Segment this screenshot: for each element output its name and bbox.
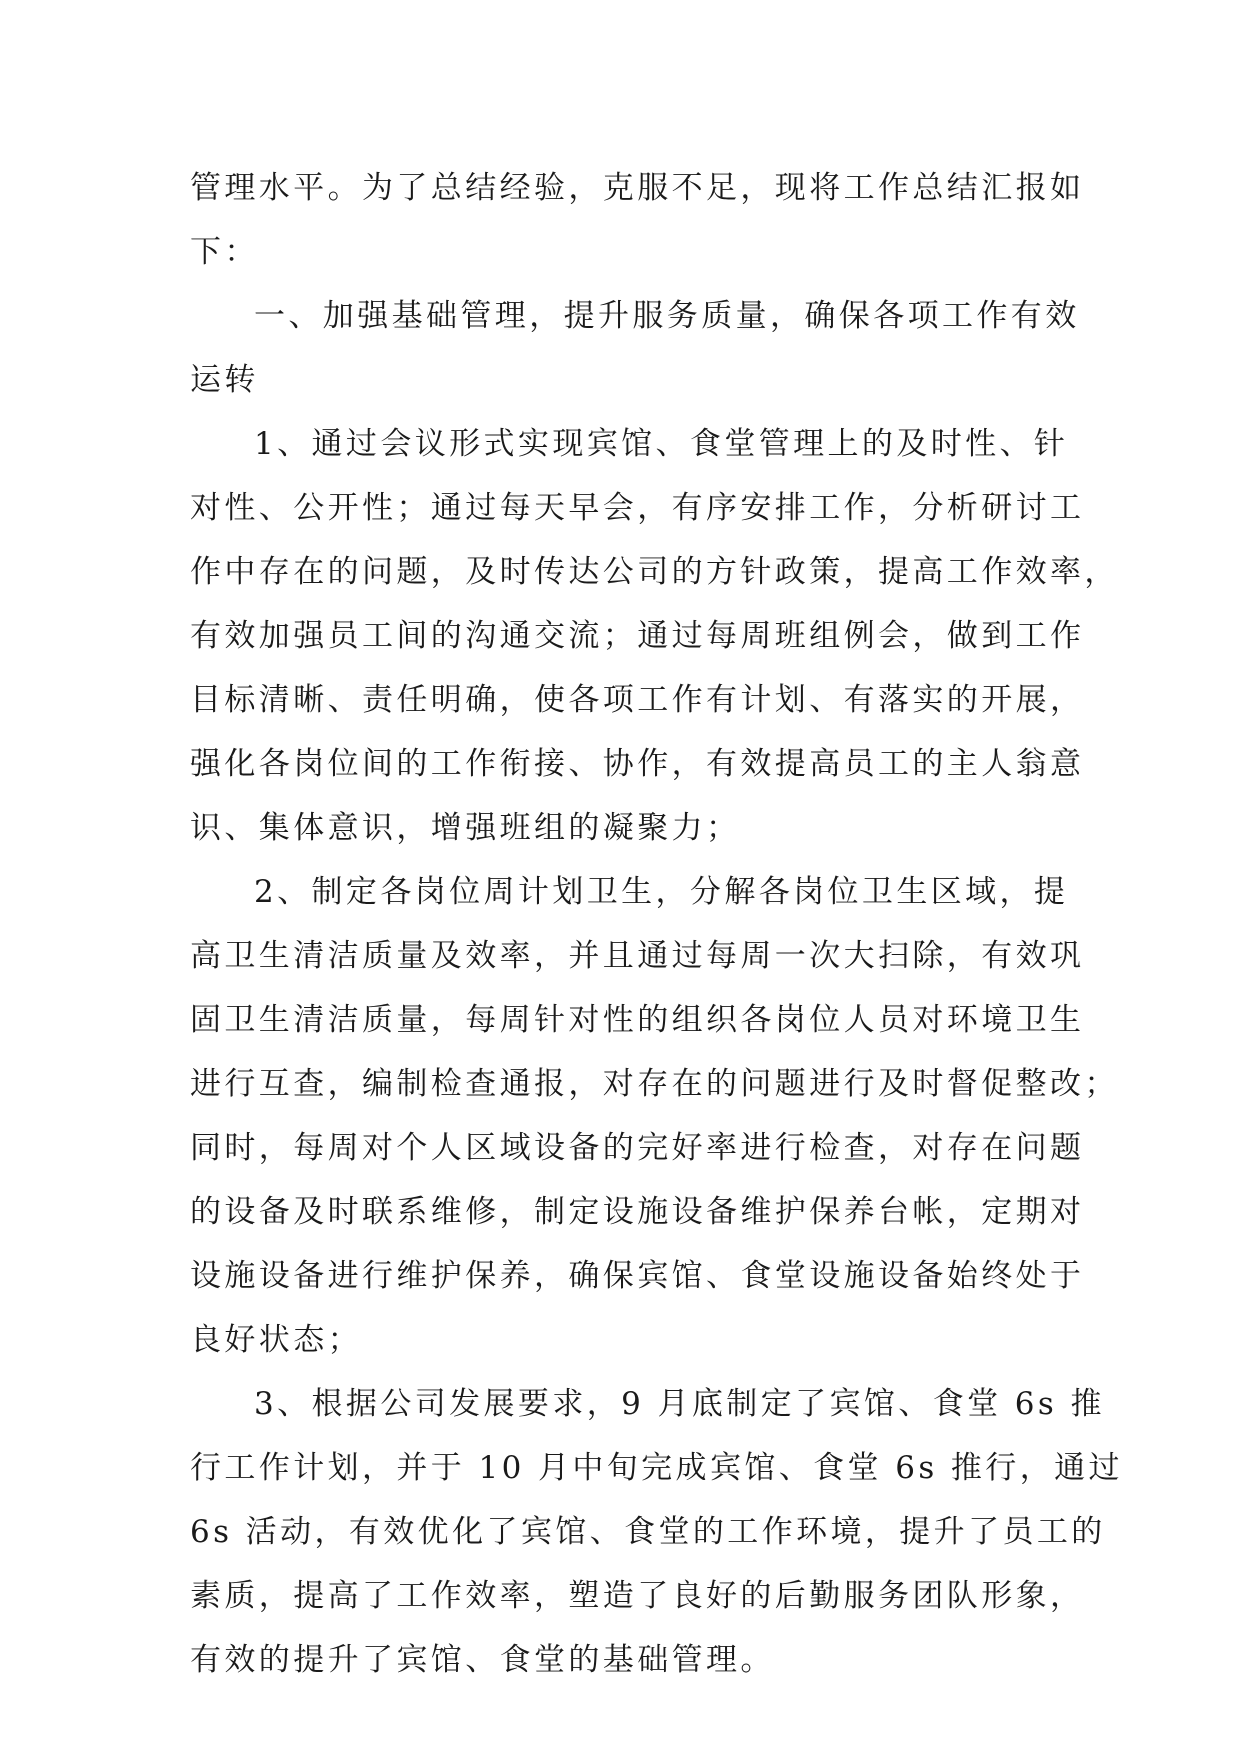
text-line: 固卫生清洁质量，每周针对性的组织各岗位人员对环境卫生 bbox=[190, 1002, 1085, 1038]
text-line: 强化各岗位间的工作衔接、协作，有效提高员工的主人翁意 bbox=[190, 746, 1085, 782]
text-line: 良好状态； bbox=[190, 1322, 362, 1358]
text-line: 设施设备进行维护保养，确保宾馆、食堂设施设备始终处于 bbox=[190, 1258, 1085, 1294]
intro-paragraph bbox=[190, 156, 1085, 284]
text-line: 有效加强员工间的沟通交流；通过每周班组例会，做到工作 bbox=[190, 618, 1085, 654]
text-line: 行工作计划，并于 10 月中旬完成宾馆、食堂 6s 推行，通过 bbox=[190, 1450, 1123, 1486]
text-line: 1、通过会议形式实现宾馆、食堂管理上的及时性、针 bbox=[254, 426, 1069, 462]
text-line: 素质，提高了工作效率，塑造了良好的后勤服务团队形象， bbox=[190, 1578, 1085, 1614]
text-line: 一、加强基础管理，提升服务质量，确保各项工作有效 bbox=[254, 298, 1080, 334]
text-line: 的设备及时联系维修，制定设施设备维护保养台帐，定期对 bbox=[190, 1194, 1085, 1230]
text-line: 进行互查，编制检查通报，对存在的问题进行及时督促整改； bbox=[190, 1066, 1119, 1102]
text-line: 同时，每周对个人区域设备的完好率进行检查，对存在问题 bbox=[190, 1130, 1085, 1166]
text-line: 下： bbox=[190, 234, 259, 270]
section-heading bbox=[190, 284, 1080, 412]
item-1-paragraph bbox=[190, 412, 1119, 860]
text-line: 识、集体意识，增强班组的凝聚力； bbox=[190, 810, 741, 846]
text-line: 有效的提升了宾馆、食堂的基础管理。 bbox=[190, 1642, 775, 1678]
text-line: 高卫生清洁质量及效率，并且通过每周一次大扫除，有效巩 bbox=[190, 938, 1085, 974]
text-line: 2、制定各岗位周计划卫生，分解各岗位卫生区域，提 bbox=[254, 874, 1069, 910]
text-line: 作中存在的问题，及时传达公司的方针政策，提高工作效率， bbox=[190, 554, 1119, 590]
text-line: 目标清晰、责任明确，使各项工作有计划、有落实的开展， bbox=[190, 682, 1085, 718]
item-3-paragraph bbox=[190, 1372, 1123, 1692]
item-2-paragraph bbox=[190, 860, 1119, 1372]
text-line: 对性、公开性；通过每天早会，有序安排工作，分析研讨工 bbox=[190, 490, 1085, 526]
text-line: 6s 活动，有效优化了宾馆、食堂的工作环境，提升了员工的 bbox=[190, 1514, 1106, 1550]
text-line: 运转 bbox=[190, 362, 259, 398]
text-line: 3、根据公司发展要求，9 月底制定了宾馆、食堂 6s 推 bbox=[254, 1386, 1105, 1422]
document-page bbox=[190, 156, 1123, 1692]
text-line: 管理水平。为了总结经验，克服不足，现将工作总结汇报如 bbox=[190, 170, 1085, 206]
